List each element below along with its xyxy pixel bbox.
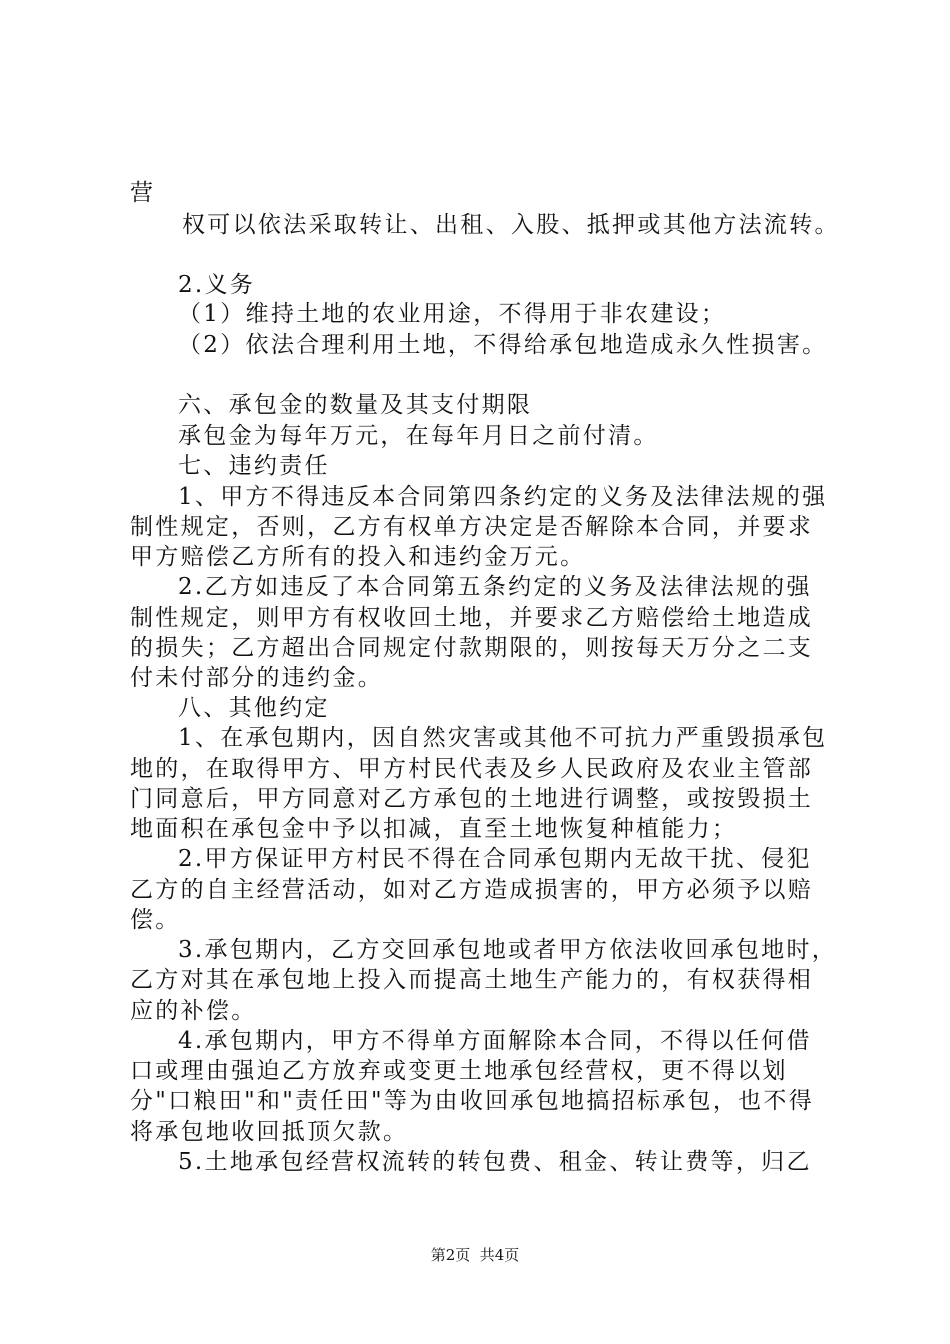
text-line: 4.承包期内，甲方不得单方面解除本合同，不得以任何借 xyxy=(178,1028,812,1054)
text-line: 2.甲方保证甲方村民不得在合同承包期内无故干扰、侵犯 xyxy=(178,846,812,872)
page-number: 第2页 共4页 xyxy=(430,1246,520,1264)
text-line: 偿。 xyxy=(130,907,181,933)
text-line: 乙方的自主经营活动，如对乙方造成损害的，甲方必须予以赔 xyxy=(130,877,814,903)
text-line: 的损失；乙方超出合同规定付款期限的，则按每天万分之二支 xyxy=(130,635,814,661)
text-line: 地面积在承包金中予以扣减，直至土地恢复种植能力； xyxy=(130,816,738,842)
text-line: 甲方赔偿乙方所有的投入和违约金万元。 xyxy=(130,544,586,570)
text-line: 营 xyxy=(130,180,156,206)
text-line: 1、甲方不得违反本合同第四条约定的义务及法律法规的强 xyxy=(178,484,828,510)
text-line: 六、承包金的数量及其支付期限 xyxy=(178,392,533,418)
text-line: 2.义务 xyxy=(178,272,256,298)
text-line: 门同意后，甲方同意对乙方承包的土地进行调整，或按毁损土 xyxy=(130,786,814,812)
text-line: 七、违约责任 xyxy=(178,453,330,479)
text-line: 地的，在取得甲方、甲方村民代表及乡人民政府及农业主管部 xyxy=(130,756,814,782)
text-line: 制性规定，否则，乙方有权单方决定是否解除本合同，并要求 xyxy=(130,514,814,540)
text-line: 1、在承包期内，因自然灾害或其他不可抗力严重毁损承包 xyxy=(178,725,828,751)
text-line: 3.承包期内，乙方交回承包地或者甲方依法收回承包地时， xyxy=(178,937,838,963)
text-line: 应的补偿。 xyxy=(130,998,257,1024)
text-line: 承包金为每年万元，在每年月日之前付清。 xyxy=(178,423,659,449)
text-line: 付未付部分的违约金。 xyxy=(130,665,383,691)
text-line: 乙方对其在承包地上投入而提高土地生产能力的，有权获得相 xyxy=(130,967,814,993)
text-line: 将承包地收回抵顶欠款。 xyxy=(130,1119,409,1145)
text-line: 5.土地承包经营权流转的转包费、租金、转让费等，归乙 xyxy=(178,1149,812,1175)
text-line: 八、其他约定 xyxy=(178,695,330,721)
text-line: 口或理由强迫乙方放弃或变更土地承包经营权，更不得以划 xyxy=(130,1058,788,1084)
text-line: 制性规定，则甲方有权收回土地，并要求乙方赔偿给土地造成 xyxy=(130,605,814,631)
text-line: 分"口粮田"和"责任田"等为由收回承包地搞招标承包，也不得 xyxy=(130,1088,815,1114)
text-line: （1）维持土地的农业用途，不得用于非农建设； xyxy=(178,301,727,327)
text-line: 2.乙方如违反了本合同第五条约定的义务及法律法规的强 xyxy=(178,574,812,600)
text-line: （2）依法合理利用土地，不得给承包地造成永久性损害。 xyxy=(178,332,828,358)
text-line: 权可以依法采取转让、出租、入股、抵押或其他方法流转。 xyxy=(182,212,840,238)
